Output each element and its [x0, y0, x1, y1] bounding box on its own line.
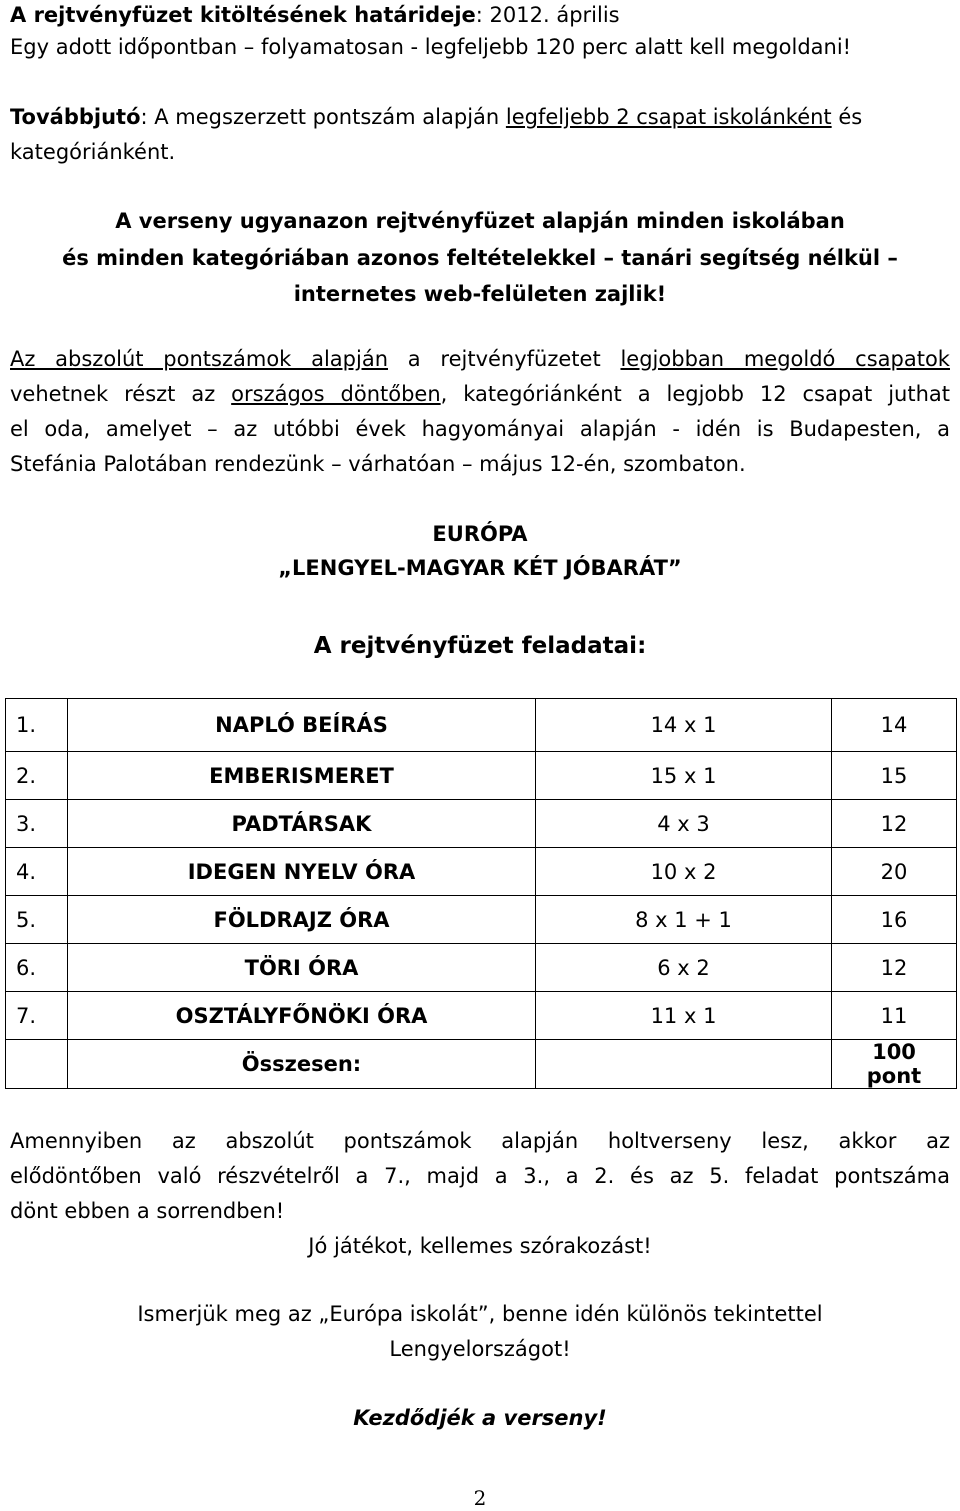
task-number: 7. — [6, 992, 68, 1040]
europe-line-1: Ismerjük meg az „Európa iskolát”, benne idén különös tekintettel — [137, 1302, 823, 1326]
total-gap-cell — [536, 1040, 832, 1089]
total-blank-cell — [6, 1040, 68, 1089]
task-name: PADTÁRSAK — [68, 800, 536, 848]
final-info-t3: , kategóriánként a legjobb 12 csapat juthat — [440, 382, 950, 406]
task-calc: 6 x 2 — [536, 944, 832, 992]
task-calc: 10 x 2 — [536, 848, 832, 896]
advance-tail: és — [831, 105, 863, 129]
deadline-value: : 2012. április — [475, 3, 620, 27]
tiebreak-line-2: elődöntőben való részvételről a 7., majd a 3., a 2. és az 5. feladat pontszáma — [10, 1164, 950, 1188]
task-row — [6, 992, 957, 1040]
task-row — [6, 848, 957, 896]
wish-text: Jó játékot, kellemes szórakozást! — [308, 1234, 652, 1258]
task-points: 12 — [832, 800, 957, 848]
task-number: 6. — [6, 944, 68, 992]
task-number: 4. — [6, 848, 68, 896]
task-number: 1. — [6, 699, 68, 752]
task-points: 14 — [832, 699, 957, 752]
task-points: 11 — [832, 992, 957, 1040]
task-calc: 4 x 3 — [536, 800, 832, 848]
task-row — [6, 896, 957, 944]
final-info-line-4: Stefánia Palotában rendezünk – várhatóan – május 12-én, szombaton. — [10, 452, 746, 476]
advance-label: Továbbjutó — [10, 105, 141, 129]
task-points: 15 — [832, 752, 957, 800]
start-text: Kezdődjék a verseny! — [353, 1406, 607, 1430]
tasks-table — [5, 698, 957, 1089]
final-info-line-2 — [10, 377, 950, 412]
task-row — [6, 752, 957, 800]
final-info-line-1 — [10, 342, 950, 377]
task-points: 20 — [832, 848, 957, 896]
deadline-label: A rejtvényfüzet kitöltésének határideje — [10, 3, 476, 27]
task-calc: 8 x 1 + 1 — [536, 896, 832, 944]
task-calc: 14 x 1 — [536, 699, 832, 752]
task-number: 3. — [6, 800, 68, 848]
task-name: IDEGEN NYELV ÓRA — [68, 848, 536, 896]
total-value: 100 pont — [832, 1040, 957, 1089]
advance-underlined: legfeljebb 2 csapat iskolánként — [505, 105, 832, 129]
task-name: EMBERISMERET — [68, 752, 536, 800]
advance-text: : A megszerzett pontszám alapján — [140, 105, 506, 129]
europe-line-2: Lengyelországot! — [389, 1337, 571, 1361]
advance-line-2: kategóriánként. — [10, 140, 176, 164]
notice-line-3: internetes web-felületen zajlik! — [293, 282, 667, 306]
final-info-u1: Az abszolút pontszámok alapján — [10, 347, 389, 371]
task-row — [6, 944, 957, 992]
task-name: OSZTÁLYFŐNÖKI ÓRA — [68, 992, 536, 1040]
page-number: 2 — [473, 1486, 487, 1510]
task-number: 5. — [6, 896, 68, 944]
task-row — [6, 699, 957, 752]
final-info-line-3: el oda, amelyet – az utóbbi évek hagyományai alapján - idén is Budapesten, a — [10, 417, 950, 441]
task-calc: 15 x 1 — [536, 752, 832, 800]
advance-line — [10, 102, 862, 132]
theme-line-1: EURÓPA — [432, 522, 528, 546]
tiebreak-line-3: dönt ebben a sorrendben! — [10, 1199, 285, 1223]
final-info-u3: országos döntőben — [231, 382, 441, 406]
task-name: TÖRI ÓRA — [68, 944, 536, 992]
task-calc: 11 x 1 — [536, 992, 832, 1040]
tiebreak-line-1: Amennyiben az abszolút pontszámok alapján holtverseny lesz, akkor az — [10, 1129, 950, 1153]
final-info-t2: vehetnek részt az — [10, 382, 232, 406]
task-name: NAPLÓ BEÍRÁS — [68, 699, 536, 752]
total-row — [6, 1040, 957, 1089]
task-number: 2. — [6, 752, 68, 800]
task-name: FÖLDRAJZ ÓRA — [68, 896, 536, 944]
notice-line-1: A verseny ugyanazon rejtvényfüzet alapján minden iskolában — [115, 209, 845, 233]
task-row — [6, 800, 957, 848]
notice-line-2: és minden kategóriában azonos feltételekkel – tanári segítség nélkül – — [62, 246, 898, 270]
final-info-t1: a rejtvényfüzetet — [388, 347, 621, 371]
total-label: Összesen: — [68, 1040, 536, 1089]
task-points: 12 — [832, 944, 957, 992]
deadline-line — [10, 0, 620, 30]
duration-line: Egy adott időpontban – folyamatosan - legfeljebb 120 perc alatt kell megoldani! — [10, 35, 852, 59]
final-info-u2: legjobban megoldó csapatok — [620, 347, 950, 371]
theme-line-2: „LENGYEL-MAGYAR KÉT JÓBARÁT” — [278, 556, 682, 580]
task-points: 16 — [832, 896, 957, 944]
tasks-title: A rejtvényfüzet feladatai: — [313, 633, 647, 659]
